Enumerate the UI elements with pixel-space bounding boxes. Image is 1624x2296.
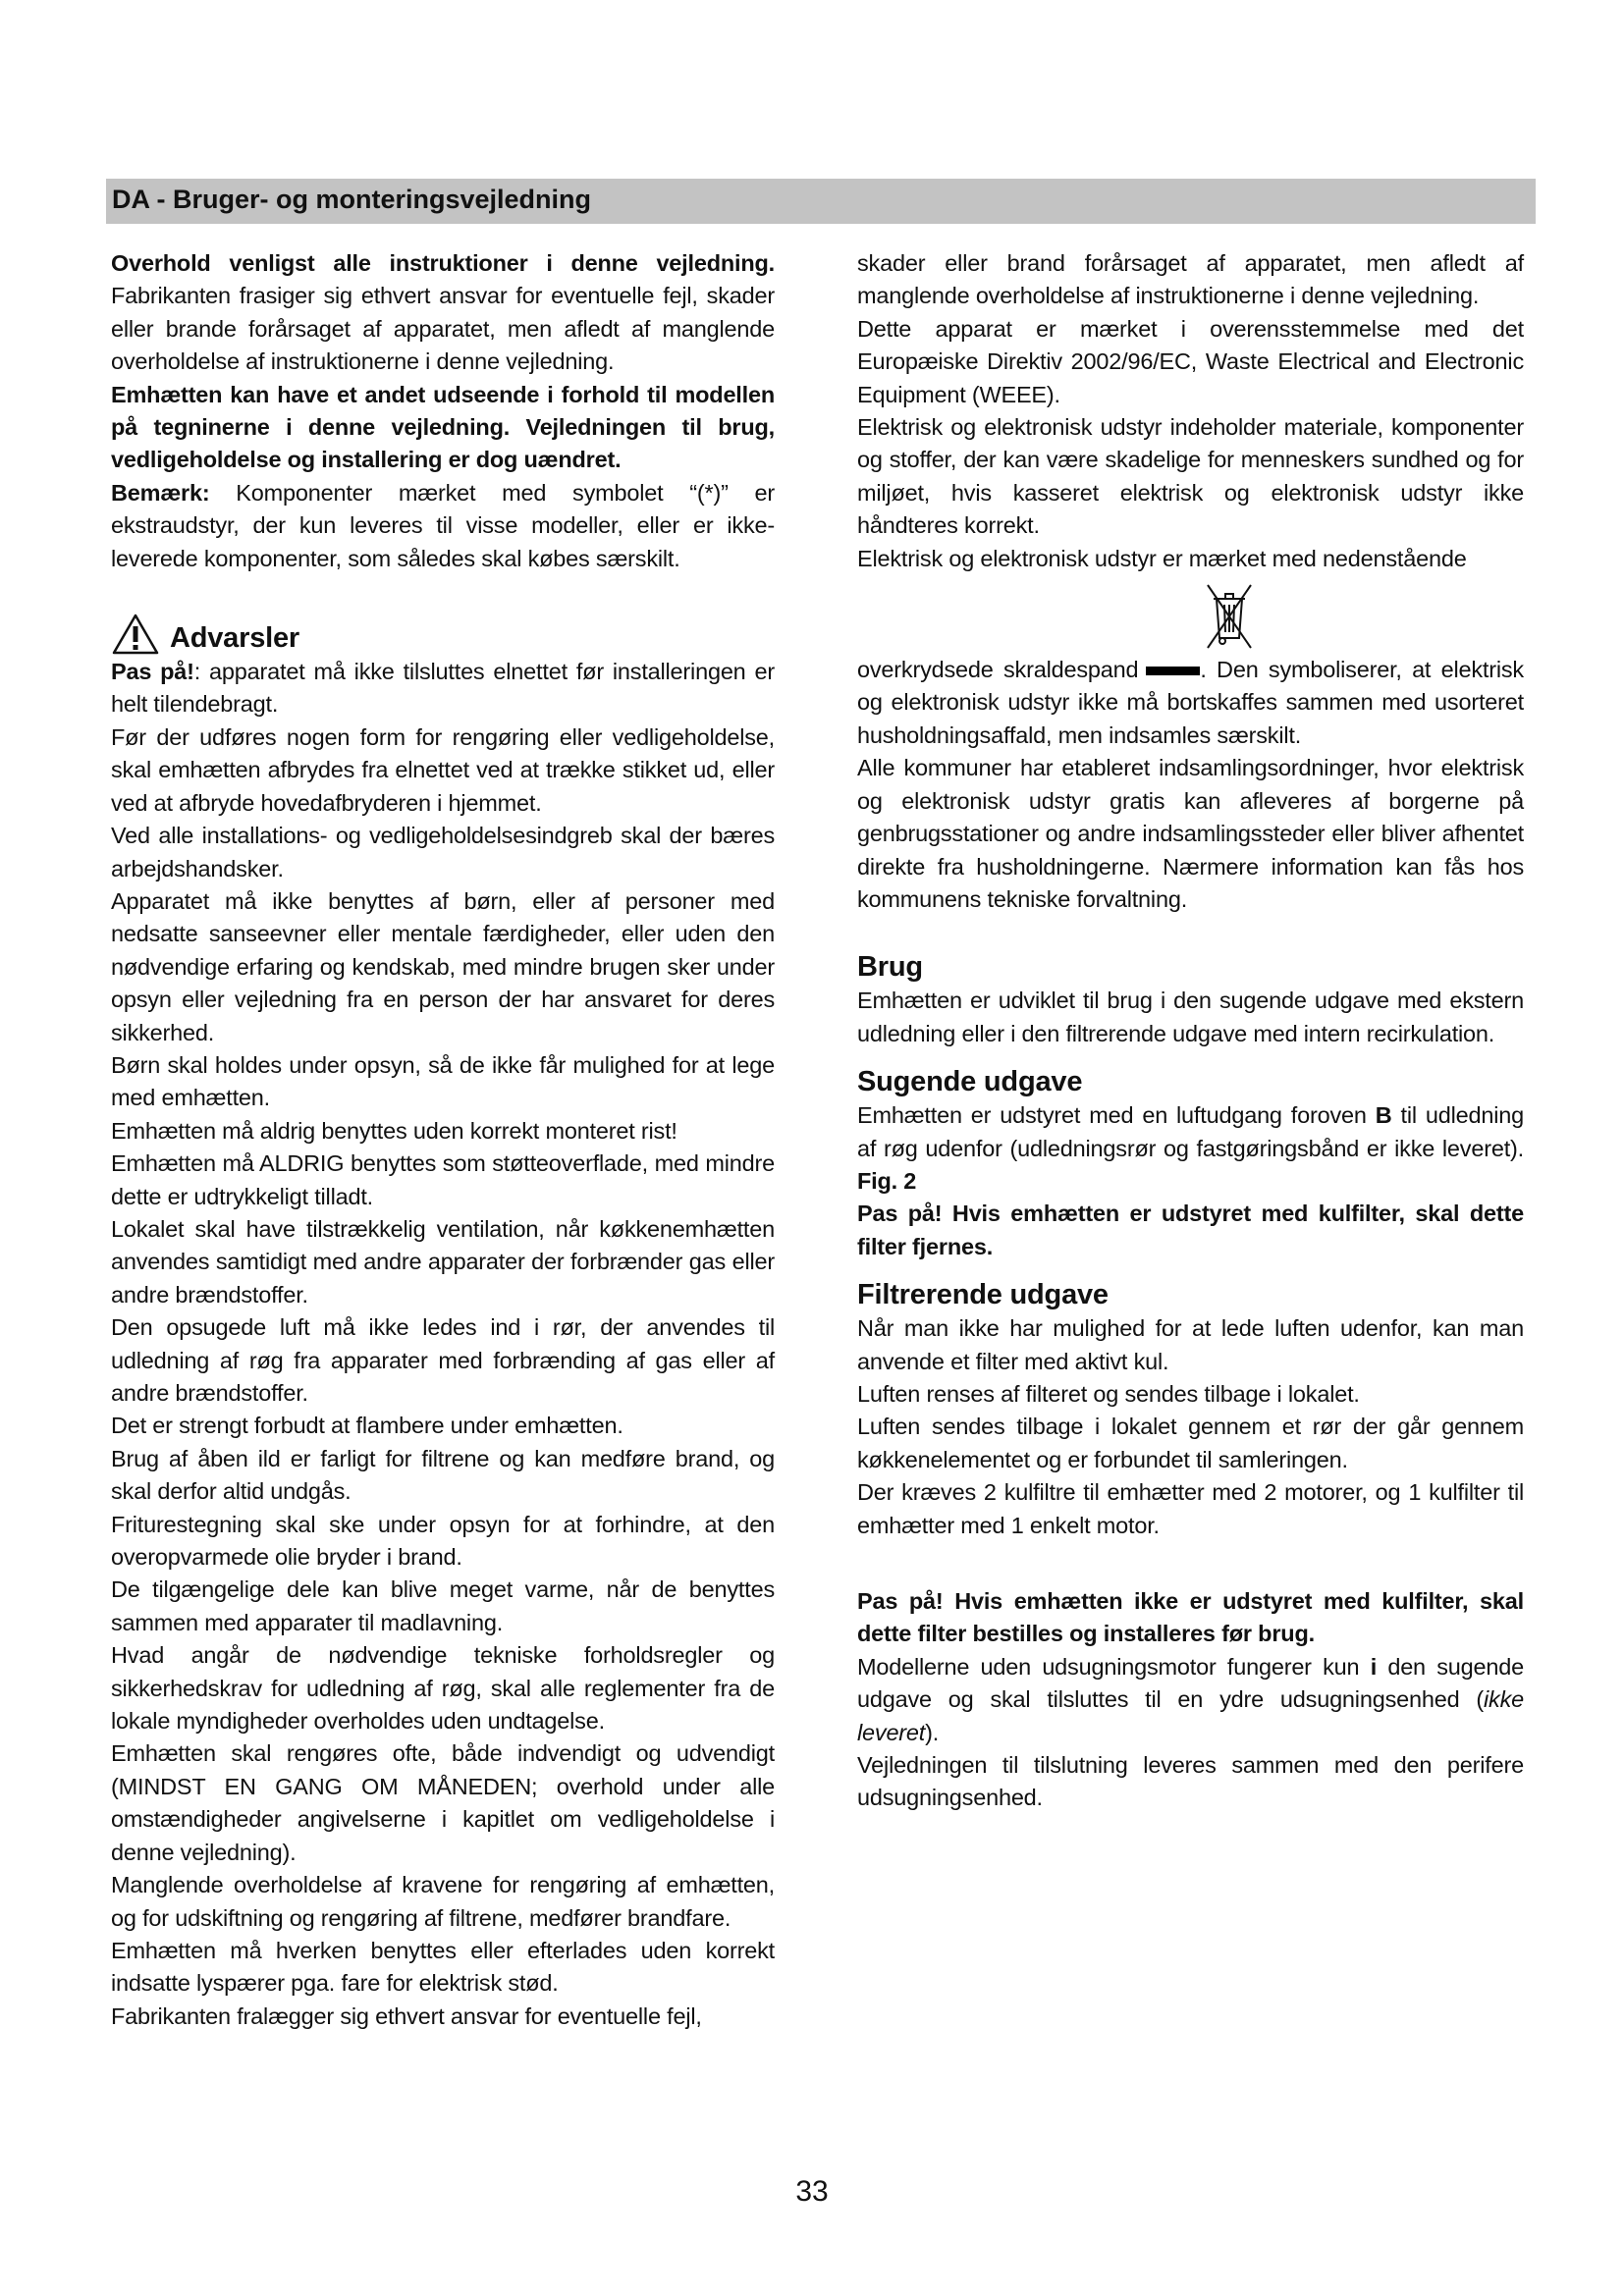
warning-paragraph: Fabrikanten fralægger sig ethvert ansvar for eventuelle fejl,	[111, 2002, 702, 2029]
right-column	[857, 247, 1524, 1815]
warning-paragraph: Brug af åben ild er farligt for filtrene og kan medføre brand, og skal derfor altid undgås.	[111, 1445, 775, 1505]
warning-paragraph: Det er strengt forbudt at flambere under emhætten.	[111, 1413, 623, 1439]
pas-text: : apparatet må ikke tilsluttes elnettet før installeringen er helt tilendebragt.	[111, 659, 775, 718]
weee-symbol-row	[857, 577, 1524, 654]
warning-paragraph: Friturestegning skal ske under opsyn for at forhindre, at den overopvarmede olie bryder i brand.	[111, 1511, 775, 1571]
warnings-heading	[111, 601, 775, 656]
sugende-text-a: Emhætten er udstyret med en luftudgang foroven	[857, 1102, 1376, 1129]
remark-paragraph	[111, 477, 775, 575]
warning-paragraph: Manglende overholdelse af kravene for rengøring af emhætten, og for udskiftning og rengøring af filtrene, medfører brandfare.	[111, 1872, 775, 1931]
warning-paragraph: Ved alle installations- og vedligeholdelsesindgreb skal der bæres arbejdshandsker.	[111, 823, 775, 881]
warning-triangle-icon	[111, 613, 160, 656]
final-paragraph: Vejledningen til tilslutning leveres sammen med den perifere udsugningsenhed.	[857, 1752, 1524, 1811]
remark-label: Bemærk:	[111, 479, 210, 506]
continuation-paragraph: skader eller brand forårsaget af apparatet, men afledt af manglende overholdelse af instruktionerne i denne vejledning.	[857, 250, 1524, 309]
warning-paragraph: De tilgængelige dele kan blive meget varme, når de benyttes sammen med apparater til madlavning.	[111, 1576, 775, 1635]
figure-reference: Fig. 2	[857, 1167, 917, 1194]
weee-paragraph: Alle kommuner har etableret indsamlingsordninger, hvor elektrisk og elektronisk udstyr gratis kan afleveres af borgerne på genbrugsstationer og andre indsamlingssteder eller bliver afhentet direkte fra husholdningerne. Nærmere information kan fås hos kommunens tekniske forvaltning.	[857, 755, 1524, 912]
notice-paragraph: Emhætten kan have et andet udseende i forhold til modellen på tegninerne i denne vejledning. Vejledningen til brug, vedligeholdelse og installering er dog uændret.	[111, 381, 775, 473]
warning-paragraph: Hvad angår de nødvendige tekniske forholdsregler og sikkerhedskrav for udledning af røg, skal alle reglementer fra de lokale myndigheder overholdes uden undtagelse.	[111, 1642, 775, 1735]
weee-text-b: . Den symboliserer, at elektrisk og elektronisk udstyr ikke må bortskaffes sammen med usorteret husholdningsaffald, men indsamles særskilt.	[857, 657, 1524, 748]
sugende-b-label: B	[1375, 1102, 1392, 1129]
models-paragraph	[857, 1651, 1524, 1749]
weee-paragraph	[857, 654, 1524, 752]
filter-paragraph: Luften renses af filteret og sendes tilbage i lokalet.	[857, 1380, 1360, 1407]
weee-text-a: overkrydsede skraldespand	[857, 657, 1139, 683]
models-text-b: den sugende udgave og skal tilsluttes til en ydre udsugningsenhed (	[857, 1653, 1524, 1713]
crossed-out-bin-icon	[1204, 577, 1255, 654]
section-title-brug: Brug	[857, 951, 923, 984]
bin-underline-bar	[1146, 667, 1200, 675]
left-column	[111, 247, 775, 2033]
sugende-text-b: til udledning af røg udenfor (udledningsrør og fastgøringsbånd er ikke leveret).	[857, 1102, 1524, 1161]
warning-paragraph: Emhætten må aldrig benyttes uden korrekt monteret rist!	[111, 1117, 677, 1144]
warning-paragraph: Emhætten skal rengøres ofte, både indvendigt og udvendigt (MINDST EN GANG OM MÅNEDEN; overhold under alle omstændigheder angivelserne i kapitlet om vedligeholdelse i denne vejledning).	[111, 1740, 775, 1865]
pas-paragraph	[111, 656, 775, 721]
section-title-filtrerende: Filtrerende udgave	[857, 1279, 1109, 1311]
intro-paragraph	[111, 247, 775, 379]
brug-paragraph: Emhætten er udviklet til brug i den sugende udgave med ekstern udledning eller i den filtrerende udgave med intern recirkulation.	[857, 988, 1524, 1046]
warning-paragraph: Apparatet må ikke benyttes af børn, eller af personer med nedsatte sanseevner eller mentale færdigheder, eller uden den nødvendige erfaring og kendskab, med mindre brugen sker under opsyn eller vejledning fra en person der har ansvaret for deres sikkerhed.	[111, 887, 775, 1045]
warnings-title: Advarsler	[170, 622, 299, 655]
warning-paragraph: Lokalet skal have tilstrækkelig ventilation, når køkkenemhætten anvendes samtidigt med andre apparater der forbrænder gas eller andre brændstoffer.	[111, 1215, 775, 1308]
filter-paragraph: Der kræves 2 kulfiltre til emhætter med 2 motorer, og 1 kulfilter til emhætter med 1 enkelt motor.	[857, 1479, 1524, 1538]
models-i: i	[1370, 1653, 1378, 1680]
filter-paragraph: Når man ikke har mulighed for at lede luften udenfor, kan man anvende et filter med aktivt kul.	[857, 1315, 1524, 1374]
sugende-warning: Pas på! Hvis emhætten er udstyret med kulfilter, skal dette filter fjernes.	[857, 1201, 1524, 1259]
warning-paragraph: Emhætten må hverken benyttes eller efterlades uden korrekt indsatte lyspærer pga. fare for elektrisk stød.	[111, 1937, 775, 1997]
filter-warning: Pas på! Hvis emhætten ikke er udstyret med kulfilter, skal dette filter bestilles og installeres før brug.	[857, 1588, 1524, 1647]
models-italic: ikke leveret	[857, 1686, 1524, 1745]
remark-text: Komponenter mærket med symbolet “(*)” er ekstraudstyr, der kun leveres til visse modeller, eller er ikke-leverede komponenter, som således skal købes særskilt.	[111, 479, 775, 571]
weee-paragraph: Elektrisk og elektronisk udstyr indeholder materiale, komponenter og stoffer, der kan være skadelige for menneskers sundhed og for miljøet, hvis kasseret elektrisk og elektronisk udstyr ikke håndteres korrekt.	[857, 414, 1524, 539]
page-number: 33	[795, 2175, 829, 2208]
intro-bold: Overhold venligst alle instruktioner i denne vejledning.	[111, 250, 775, 276]
warning-paragraph: Før der udføres nogen form for rengøring eller vedligeholdelse, skal emhætten afbrydes fra elnettet ved at trække stikket ud, eller ved at afbryde hovedafbryderen i hjemmet.	[111, 723, 775, 816]
warning-paragraph: Den opsugede luft må ikke ledes ind i rør, der anvendes til udledning af røg fra apparater med forbrænding af gas eller af andre brændstoffer.	[111, 1314, 775, 1406]
pas-label: Pas på!	[111, 659, 194, 685]
weee-paragraph: Dette apparat er mærket i overensstemmelse med det Europæiske Direktiv 2002/96/EC, Waste Electrical and Electronic Equipment (WEEE).	[857, 315, 1524, 407]
warning-paragraph: Emhætten må ALDRIG benyttes som støtteoverflade, med mindre dette er udtrykkeligt tilladt.	[111, 1150, 775, 1209]
filter-paragraph: Luften sendes tilbage i lokalet gennem et rør der går gennem køkkenelementet og er forbundet til samleringen.	[857, 1414, 1524, 1472]
sugende-paragraph	[857, 1099, 1524, 1198]
header-bar	[106, 179, 1536, 224]
page-title: DA - Bruger- og monteringsvejledning	[112, 185, 592, 214]
weee-paragraph: Elektrisk og elektronisk udstyr er mærket med nedenstående	[857, 545, 1467, 571]
models-text-a: Modellerne uden udsugningsmotor fungerer kun	[857, 1653, 1371, 1680]
warning-paragraph: Børn skal holdes under opsyn, så de ikke får mulighed for at lege med emhætten.	[111, 1051, 775, 1111]
section-title-sugende: Sugende udgave	[857, 1066, 1083, 1098]
models-text-c: ).	[925, 1719, 940, 1745]
intro-text: Fabrikanten frasiger sig ethvert ansvar for eventuelle fejl, skader eller brande forårsaget af apparatet, men afledt af manglende overholdelse af instruktionerne i denne vejledning.	[111, 283, 775, 375]
